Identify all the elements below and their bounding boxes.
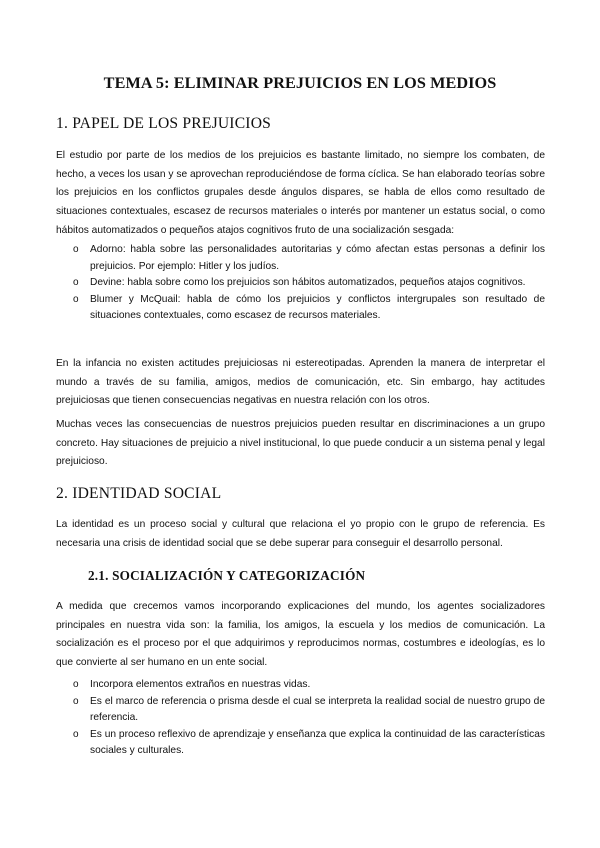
list-item-text: Es el marco de referencia o prisma desde el cual se interpreta la realidad social de nuestro grupo de referencia. [90,695,545,723]
bullet-marker: o [73,728,79,740]
section-heading-identidad-social: 2. IDENTIDAD SOCIAL [56,485,222,502]
list-item-text: Es un proceso reflexivo de aprendizaje y enseñanza que explica la continuidad de las características sociales y culturales. [90,728,545,756]
subsection-paragraph: A medida que crecemos vamos incorporando explicaciones del mundo, los agentes socializadores principales en nuestra vida son: la familia, los amigos, la escuela y los medios de comunicación. La socialización es el proceso por el que adquirimos y reproducimos normas, costumbres e ideologías, es lo que convierte al ser humano en un ente social. [56,601,545,669]
bullet-marker: o [73,695,79,707]
list-item [56,677,545,694]
bullet-marker: o [73,244,79,255]
document-title: TEMA 5: ELIMINAR PREJUICIOS EN LOS MEDIOS [103,74,497,92]
list-item-text: Incorpora elementos extraños en nuestras vidas. [90,679,311,690]
section-heading-papel-prejuicios: 1. PAPEL DE LOS PREJUICIOS [56,115,272,132]
section1-paragraph-2: En la infancia no existen actitudes prejuiciosas ni estereotipadas. Aprenden la manera de interpretar el mundo a través de su familia, amigos, medios de comunicación, etc. Sin embargo, hay actitudes prejuiciosas que tienen consecuencias negativas en nuestra relación con los otros. [56,358,545,407]
list-item [56,727,545,760]
list-item-text: Blumer y McQuail: habla de cómo los prejuicios y conflictos intergrupales son resultado de situaciones contextuales, como escasez de recursos materiales. [90,293,545,321]
subsection-bullet-list [56,677,545,760]
list-item [56,694,545,727]
section1-intro-paragraph: El estudio por parte de los medios de los prejuicios es bastante limitado, no siempre los combaten, de hecho, a veces los usan y se aprovechan reproduciéndose de forma cíclica. Se han elaborado teorías sobre los prejuicios en los conflictos grupales desde ángulos dispares, se habla de ellos como resultado de situaciones contextuales, escasez de recursos materiales o interés por mantener un estatus social, o como hábitos automatizados o pequeños atajos cognitivos fruto de una socialización sesgada: [56,150,545,236]
section2-paragraph: La identidad es un proceso social y cultural que relaciona el yo propio con le grupo de referencia. Es necesaria una crisis de identidad social que se debe superar para conseguir el desarrollo personal. [56,519,545,549]
bullet-marker: o [73,277,79,288]
bullet-marker: o [73,679,79,690]
section1-paragraph-3: Muchas veces las consecuencias de nuestros prejuicios pueden resultar en discriminaciones a un grupo concreto. Hay situaciones de prejuicio a nivel institucional, lo que puede conducir a un sistema penal y legal prejuicioso. [56,419,545,468]
list-item-text: Devine: habla sobre como los prejuicios son hábitos automatizados, pequeños atajos cognitivos. [90,277,526,288]
list-item [56,292,545,325]
list-item [56,275,545,292]
list-item-text: Adorno: habla sobre las personalidades autoritarias y cómo afectan estas personas a definir los prejuicios. Por ejemplo: Hitler y los judíos. [90,244,545,272]
subsection-heading-socializacion: 2.1. SOCIALIZACIÓN Y CATEGORIZACIÓN [88,568,366,583]
section1-bullet-list [56,242,545,325]
list-item [56,242,545,275]
bullet-marker: o [73,293,79,305]
